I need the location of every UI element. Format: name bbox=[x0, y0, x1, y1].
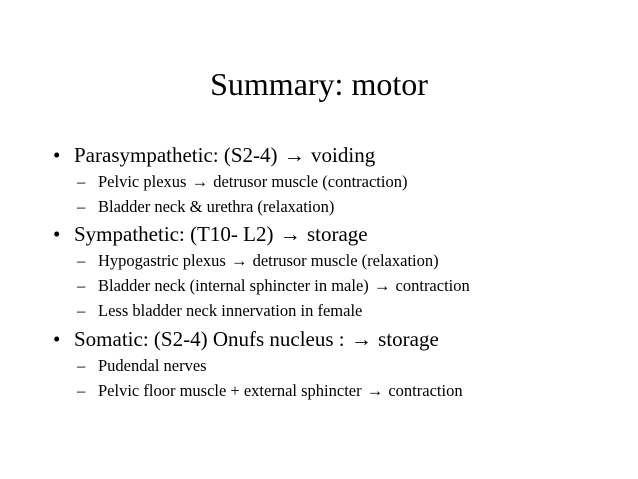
slide-title: Summary: motor bbox=[210, 66, 428, 102]
sub-bullet-marker: – bbox=[77, 381, 86, 400]
bullet-marker: • bbox=[53, 143, 61, 167]
arrow-icon: → bbox=[191, 172, 209, 191]
sub-bullet-text: Pudendal nerves bbox=[98, 356, 207, 375]
sub-bullet-marker: – bbox=[77, 172, 86, 191]
sub-bullet-marker: – bbox=[77, 356, 86, 375]
sub-bullet-text: Bladder neck (internal sphincter in male) → contraction bbox=[98, 276, 470, 295]
arrow-icon: → bbox=[373, 276, 391, 295]
sub-bullet-marker: – bbox=[77, 301, 86, 320]
bullet-text: Parasympathetic: (S2-4) → voiding bbox=[74, 143, 376, 167]
sub-bullet-marker: – bbox=[77, 197, 86, 216]
sub-bullet-text: Pelvic plexus → detrusor muscle (contraction) bbox=[98, 172, 408, 191]
sub-bullet-text: Bladder neck & urethra (relaxation) bbox=[98, 197, 335, 216]
bullet-text: Sympathetic: (T10- L2) → storage bbox=[74, 222, 368, 246]
bullet-marker: • bbox=[53, 327, 61, 351]
sub-bullet-marker: – bbox=[77, 276, 86, 295]
arrow-icon: → bbox=[279, 222, 301, 246]
arrow-icon: → bbox=[230, 251, 248, 270]
bullet-marker: • bbox=[53, 222, 61, 246]
arrow-icon: → bbox=[366, 381, 384, 400]
arrow-icon: → bbox=[350, 327, 372, 351]
arrow-icon: → bbox=[283, 143, 305, 167]
sub-bullet-marker: – bbox=[77, 251, 86, 270]
sub-bullet-text: Less bladder neck innervation in female bbox=[98, 301, 363, 320]
bullet-text: Somatic: (S2-4) Onufs nucleus : → storage bbox=[74, 327, 439, 351]
sub-bullet-text: Hypogastric plexus → detrusor muscle (relaxation) bbox=[98, 251, 439, 270]
sub-bullet-text: Pelvic floor muscle + external sphincter → contraction bbox=[98, 381, 463, 400]
